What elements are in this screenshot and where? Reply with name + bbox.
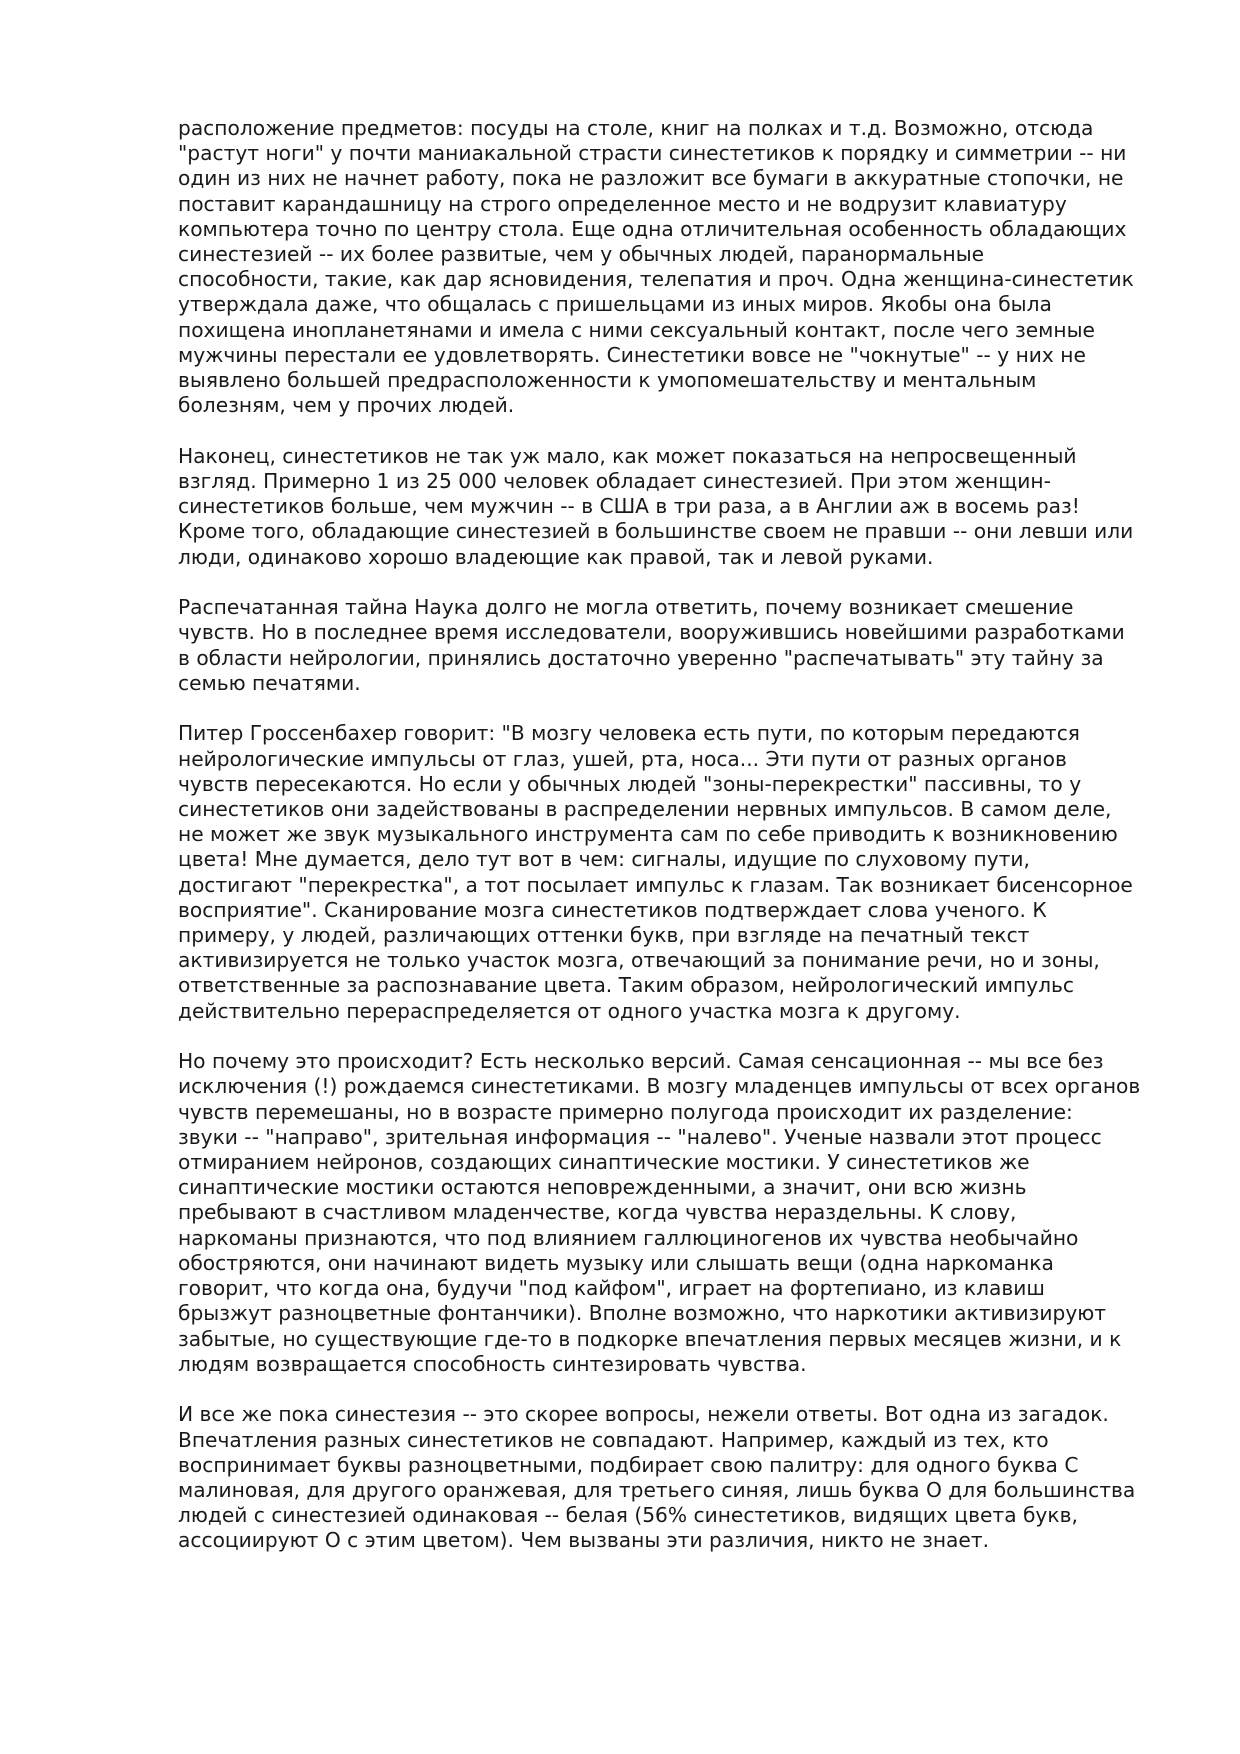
paragraph: [178, 721, 1168, 1023]
text-line: ассоциируют О с этим цветом). Чем вызваны эти различия, никто не знает.: [178, 1528, 989, 1553]
text-line: Кроме того, обладающие синестезией в большинстве своем не правши -- они левши или: [178, 519, 1134, 544]
text-line: синестезией -- их более развитые, чем у обычных людей, паранормальные: [178, 242, 985, 267]
paragraph: [178, 595, 1168, 696]
text-line: воспринимает буквы разноцветными, подбирает свою палитру: для одного буква С: [178, 1452, 1079, 1477]
text-line: чувств пересекаются. Но если у обычных людей "зоны-перекрестки" пассивны, то у: [178, 771, 1082, 796]
text-line: чувств. Но в последнее время исследователи, вооружившись новейшими разработками: [178, 620, 1125, 645]
text-line: достигают "перекрестка", а тот посылает импульс к глазам. Так возникает бисенсорное: [178, 872, 1133, 897]
paragraph: [178, 444, 1168, 570]
text-line: синестетиков они задействованы в распределении нервных импульсов. В самом деле,: [178, 797, 1112, 822]
text-line: звуки -- "направо", зрительная информация -- "налево". Ученые назвали этот процесс: [178, 1124, 1102, 1149]
text-line: брызжут разноцветные фонтанчики). Вполне возможно, что наркотики активизируют: [178, 1301, 1107, 1326]
text-line: синестетиков больше, чем мужчин -- в США в три раза, а в Англии аж в восемь раз!: [178, 494, 1080, 519]
text-line: люди, одинаково хорошо владеющие как правой, так и левой руками.: [178, 544, 934, 569]
text-line: болезням, чем у прочих людей.: [178, 393, 515, 418]
text-line: выявлено большей предрасположенности к умопомешательству и ментальным: [178, 368, 1037, 393]
paragraph: [178, 1049, 1168, 1377]
text-line: людей с синестезией одинаковая -- белая (56% синестетиков, видящих цвета букв,: [178, 1503, 1078, 1528]
text-line: Впечатления разных синестетиков не совпадают. Например, каждый из тех, кто: [178, 1427, 1049, 1452]
text-line: чувств перемешаны, но в возрасте примерно полугода происходит их разделение:: [178, 1099, 1073, 1124]
text-line: один из них не начнет работу, пока не разложит все бумаги в аккуратные стопочки, не: [178, 166, 1124, 191]
text-line: примеру, у людей, различающих оттенки букв, при взгляде на печатный текст: [178, 923, 1030, 948]
text-line: активизируется не только участок мозга, отвечающий за понимание речи, но и зоны,: [178, 948, 1100, 973]
text-line: способности, такие, как дар ясновидения, телепатия и проч. Одна женщина-синестетик: [178, 267, 1134, 292]
text-line: исключения (!) рождаемся синестетиками. В мозгу младенцев импульсы от всех органов: [178, 1074, 1141, 1099]
text-line: малиновая, для другого оранжевая, для третьего синяя, лишь буква О для большинства: [178, 1477, 1136, 1502]
text-line: ответственные за распознавание цвета. Таким образом, нейрологический импульс: [178, 973, 1075, 998]
text-line: отмиранием нейронов, создающих синаптические мостики. У синестетиков же: [178, 1150, 1030, 1175]
text-line: синаптические мостики остаются неповрежденными, а значит, они всю жизнь: [178, 1175, 1027, 1200]
text-line: забытые, но существующие где-то в подкорке впечатления первых месяцев жизни, и к: [178, 1326, 1122, 1351]
text-line: обостряются, они начинают видеть музыку или слышать вещи (одна наркоманка: [178, 1250, 1054, 1275]
text-line: действительно перераспределяется от одного участка мозга к другому.: [178, 998, 961, 1023]
text-line: утверждала даже, что общалась с пришельцами из иных миров. Якобы она была: [178, 292, 1052, 317]
paragraph: [178, 1402, 1168, 1553]
text-line: мужчины перестали ее удовлетворять. Синестетики вовсе не "чокнутые" -- у них не: [178, 342, 1086, 367]
text-line: пребывают в счастливом младенчестве, когда чувства нераздельны. К слову,: [178, 1200, 1017, 1225]
text-line: "растут ноги" у почти маниакальной страсти синестетиков к порядку и симметрии -- ни: [178, 141, 1127, 166]
text-line: похищена инопланетянами и имела с ними сексуальный контакт, после чего земные: [178, 317, 1095, 342]
paragraph: [178, 116, 1168, 418]
text-line: говорит, что когда она, будучи "под кайфом", играет на фортепиано, из клавиш: [178, 1276, 1045, 1301]
text-line: наркоманы признаются, что под влиянием галлюциногенов их чувства необычайно: [178, 1225, 1079, 1250]
text-line: нейрологические импульсы от глаз, ушей, рта, носа... Эти пути от разных органов: [178, 746, 1067, 771]
text-line: людям возвращается способность синтезировать чувства.: [178, 1351, 807, 1376]
text-line: цвета! Мне думается, дело тут вот в чем: сигналы, идущие по слуховому пути,: [178, 847, 1030, 872]
text-line: Наконец, синестетиков не так уж мало, как может показаться на непросвещенный: [178, 443, 1077, 468]
text-line: И все же пока синестезия -- это скорее вопросы, нежели ответы. Вот одна из загадок.: [178, 1402, 1109, 1427]
text-line: Питер Гроссенбахер говорит: "В мозгу человека есть пути, по которым передаются: [178, 721, 1080, 746]
text-line: в области нейрологии, принялись достаточно уверенно "распечатывать" эту тайну за: [178, 645, 1104, 670]
text-line: компьютера точно по центру стола. Еще одна отличительная особенность обладающих: [178, 216, 1127, 241]
text-line: Но почему это происходит? Есть несколько версий. Самая сенсационная -- мы все без: [178, 1049, 1104, 1074]
text-line: Распечатанная тайна Наука долго не могла ответить, почему возникает смешение: [178, 595, 1074, 620]
text-line: взгляд. Примерно 1 из 25 000 человек обладает синестезией. При этом женщин-: [178, 469, 1051, 494]
text-line: семью печатями.: [178, 670, 361, 695]
text-line: поставит карандашницу на строго определенное место и не водрузит клавиатуру: [178, 191, 1067, 216]
text-line: восприятие". Сканирование мозга синестетиков подтверждает слова ученого. К: [178, 897, 1047, 922]
document-page: [178, 116, 1168, 1579]
text-line: не может же звук музыкального инструмента сам по себе приводить к возникновению: [178, 822, 1118, 847]
text-line: расположение предметов: посуды на столе, книг на полках и т.д. Возможно, отсюда: [178, 116, 1094, 140]
